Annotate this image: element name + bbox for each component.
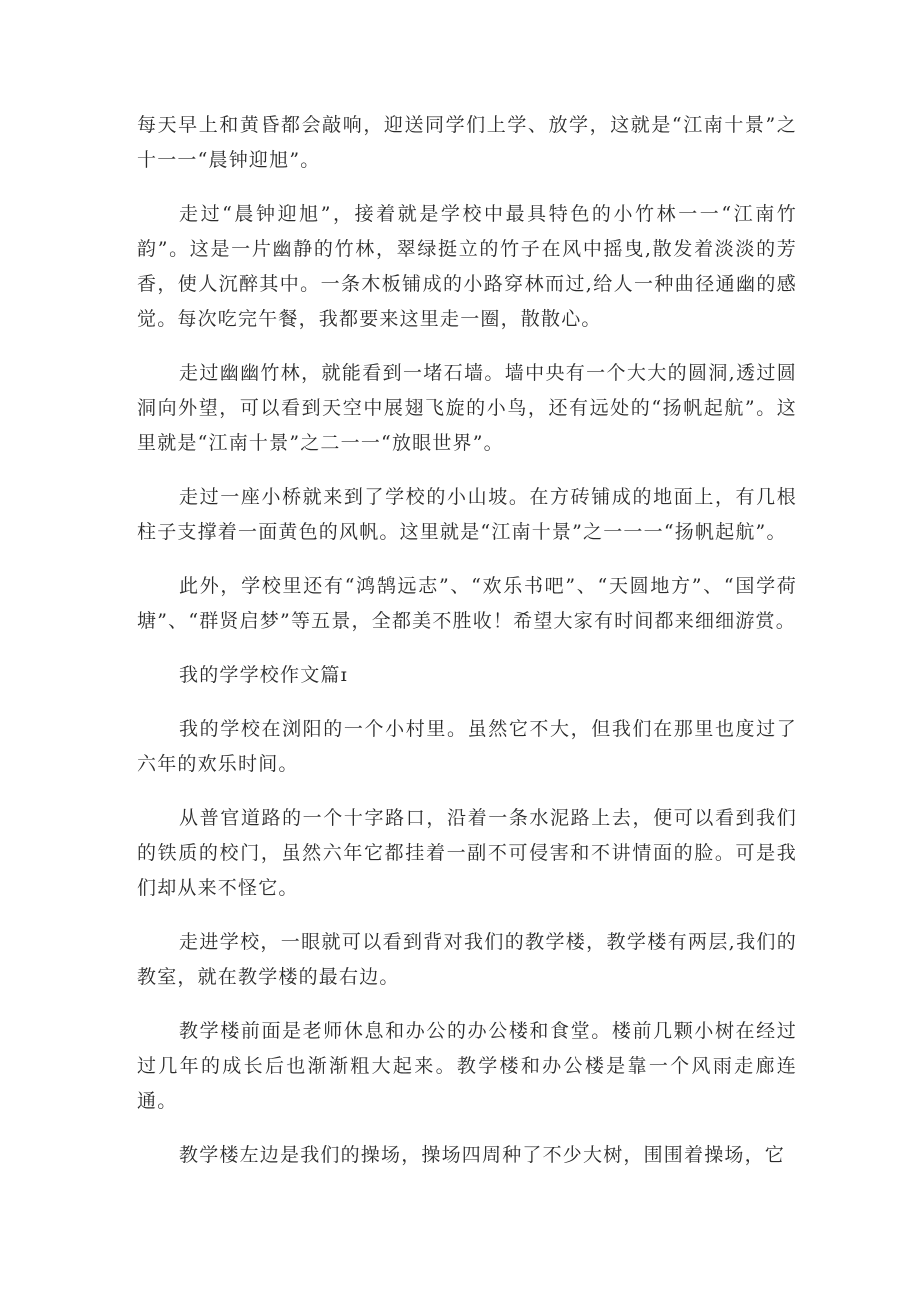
paragraph-10: 教学楼左边是我们的操场，操场四周种了不少大树，围围着操场，它: [179, 1144, 786, 1166]
paragraph-4: 走过一座小桥就来到了学校的小山坡。在方砖铺成的地面上，有几根柱子支撑着一面黄色的风帆。这里就是“江南十景”之一一一“扬帆起航”。: [137, 486, 797, 543]
paragraph-9: 教学楼前面是老师休息和办公的办公楼和食堂。楼前几颗小树在经过过几年的成长后也渐渐粗大起来。教学楼和办公楼是靠一个风雨走廊连通。: [137, 1020, 797, 1112]
section-title: 我的学学校作文篇ɪ: [179, 664, 348, 686]
document-body: [137, 108, 797, 1192]
paragraph-3: 走过幽幽竹林，就能看到一堵石墙。墙中央有一个大大的圆洞,透过圆洞向外望，可以看到天空中展翅飞旋的小鸟，还有远处的“扬帆起航”。这里就是“江南十景”之二一一“放眼世界”。: [137, 362, 797, 454]
paragraph-6: 我的学校在浏阳的一个小村里。虽然它不大，但我们在那里也度过了六年的欢乐时间。: [137, 718, 797, 775]
paragraph-5: 此外，学校里还有“鸿鹄远志”、“欢乐书吧”、“天圆地方”、“国学荷塘”、“群贤启梦”等五景，全都美不胜收！希望大家有时间都来细细游赏。: [137, 575, 797, 632]
paragraph-7: 从普官道路的一个十字路口，沿着一条水泥路上去，便可以看到我们的铁质的校门，虽然六年它都挂着一副不可侵害和不讲情面的脸。可是我们却从来不怪它。: [137, 807, 797, 899]
paragraph-1: 每天早上和黄昏都会敲响，迎送同学们上学、放学，这就是“江南十景”之十一一“晨钟迎旭”。: [137, 114, 797, 171]
paragraph-8: 走进学校，一眼就可以看到背对我们的教学楼，教学楼有两层,我们的教室，就在教学楼的最右边。: [137, 931, 797, 988]
paragraph-2: 走过“晨钟迎旭”，接着就是学校中最具特色的小竹林一一“江南竹韵”。这是一片幽静的竹林，翠绿挺立的竹子在风中摇曳,散发着淡淡的芳香，使人沉醉其中。一条木板铺成的小路穿林而过,给人一种曲径通幽的感觉。每次吃完午餐，我都要来这里走一圈，散散心。: [137, 203, 797, 330]
